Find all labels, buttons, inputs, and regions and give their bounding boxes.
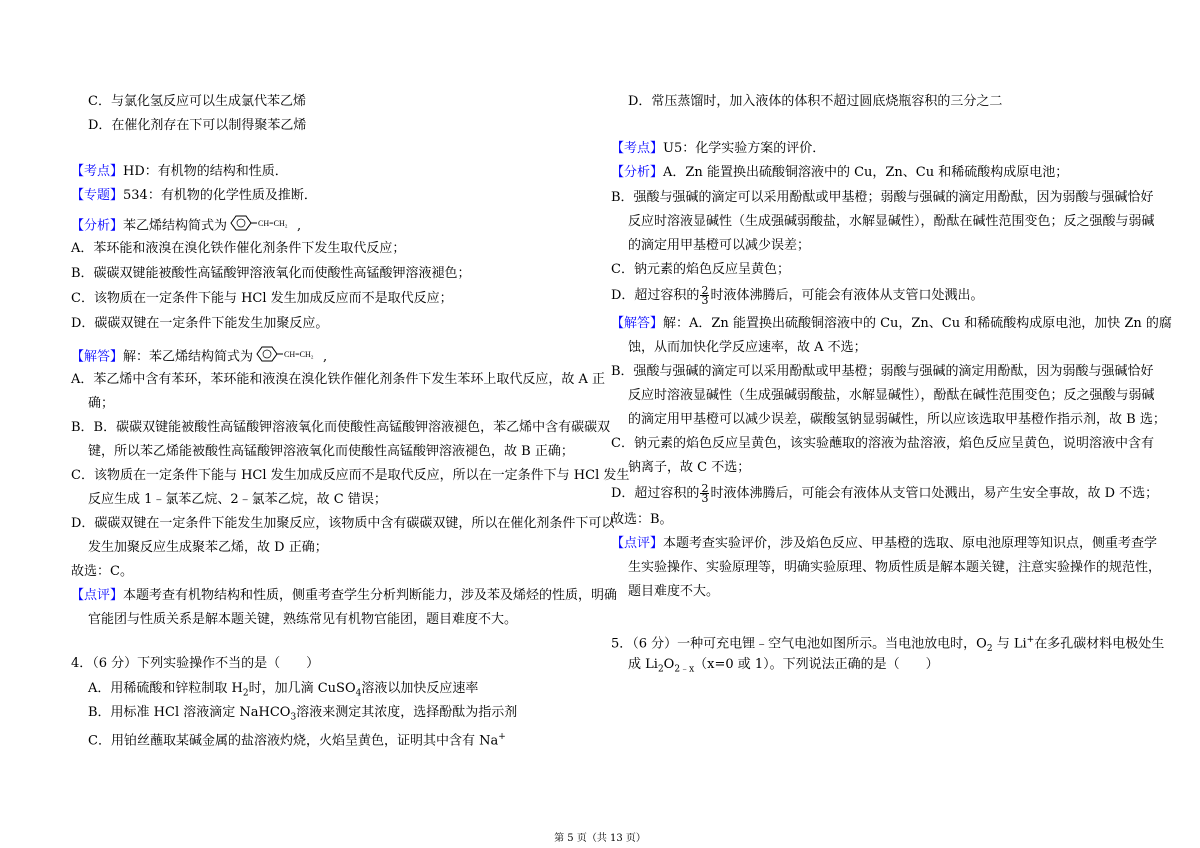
zhuanti-text: 534：有机物的化学性质及推断． [123, 188, 317, 203]
jieda-d-right: D．超过容积的 $\frac{2}{3}$ 时液体沸腾后，可能会有液体从支管口处溅出，易产生安全事故，故 D 不选； [611, 482, 1159, 505]
jieda-text: 解：苯乙烯结构简式为 [123, 349, 254, 365]
fenxi-c: C．该物质在一定条件下能与 HCl 发生加成反应而不是取代反应； [71, 291, 453, 306]
guxuan-right: 故选：B。 [611, 512, 673, 527]
fenxi-c-right: C．钠元素的焰色反应呈黄色； [611, 262, 790, 277]
jieda-a1: A．苯乙烯中含有苯环，苯环能和液溴在溴化铁作催化剂条件下发生苯环上取代反应，故 A 正 [71, 372, 606, 387]
jieda-c2-right: 钠离子，故 C 不选； [628, 460, 751, 475]
jieda-b1-right: B．强酸与强碱的滴定可以采用酚酞或甲基橙；弱酸与强碱的滴定用酚酞，因为弱酸与强碱恰好 [611, 364, 1154, 379]
fraction-two-thirds-2: $\frac{2}{3}$ [701, 482, 709, 505]
jieda: 【解答】解：苯乙烯结构简式为 CH=CH₂ , [71, 344, 327, 370]
q5-stem-1: 5．（6 分）一种可充电锂﹣空气电池如图所示。当电池放电时，$O_2$ 与 Li+在多孔碳材料电极处生 [611, 635, 1165, 654]
styrene-structure [227, 213, 297, 239]
fraction-two-thirds: $\frac{2}{3}$ [701, 284, 709, 307]
fenxi-b3-right: 的滴定用甲基橙可以减少误差； [628, 238, 811, 253]
styrene-formula-label: CH=CH₂ [258, 219, 288, 228]
jieda-c2: 反应生成 1﹣氯苯乙烷、2﹣氯苯乙烷，故 C 错误； [88, 492, 387, 507]
fenxi-a: A．苯环能和液溴在溴化铁作催化剂条件下发生取代反应； [71, 241, 406, 256]
kaodian-tag-right: 【考点】 [611, 141, 664, 156]
jieda-b2: 键，所以苯乙烯能被酸性高锰酸钾溶液氧化而使酸性高锰酸钾溶液褪色，故 B 正确； [88, 444, 574, 459]
jieda-c1: C．该物质在一定条件下能与 HCl 发生加成反应而不是取代反应，所以在一定条件下与 HCl 发生 [71, 468, 630, 483]
page-footer: 第 5 页（共 13 页） [554, 833, 646, 844]
dianping-tag: 【点评】 [71, 588, 124, 603]
styrene-structure-2 [253, 344, 323, 370]
q5-stem-2: 成 $Li_2O_{2﹣x}(x=0$ 或 1）。下列说法正确的是（ ） [628, 657, 939, 675]
fenxi-b1-right: B．强酸与强碱的滴定可以采用酚酞或甲基橙；弱酸与强碱的滴定用酚酞，因为弱酸与强碱恰好 [611, 190, 1154, 205]
dianping-tag-right: 【点评】 [611, 536, 664, 551]
jieda-b1: B．B．碳碳双键能被酸性高锰酸钾溶液氧化而使酸性高锰酸钾溶液褪色，苯乙烯中含有碳碳双 [71, 420, 611, 435]
fenxi-tag: 【分析】 [71, 218, 124, 234]
dianping-right: 【点评】本题考查实验评价，涉及焰色反应、甲基橙的选取、原电池原理等知识点，侧重考查学 [611, 536, 1158, 551]
fenxi: 【分析】苯乙烯结构简式为 CH=CH₂ , [71, 213, 301, 239]
dianping-3-right: 题目难度不大。 [628, 584, 720, 599]
q4-stem: 4．（6 分）下列实验操作不当的是（ ） [71, 656, 320, 671]
styrene-formula-label-2: CH=CH₂ [284, 350, 314, 359]
jieda-tag-right: 【解答】 [611, 316, 664, 331]
dianping-1: 本题考查有机物结构和性质，侧重考查学生分析判断能力，涉及苯及烯烃的性质，明确 [123, 588, 618, 603]
q4-option-a: A．用稀硫酸和锌粒制取 $H_2$时，加几滴 CuSO$_4$溶液以加快反应速率 [88, 681, 479, 699]
fenxi-b2-right: 反应时溶液显碱性（生成强碱弱酸盐，水解显碱性），酚酞在碱性范围变色；反之强酸与弱碱 [628, 214, 1155, 229]
dianping [71, 587, 617, 605]
guxuan-left: 故选：C。 [71, 564, 133, 579]
jieda-a2-right: 蚀，从而加快化学反应速率，故 A 不选； [628, 340, 867, 355]
jieda-tag: 【解答】 [71, 349, 124, 365]
jieda-right: 【解答】解：A．Zn 能置换出硫酸铜溶液中的 Cu，Zn、Cu 和稀硫酸构成原电池，加快 Zn 的腐 [611, 316, 1172, 331]
q3-option-c: C．与氯化氢反应可以生成氯代苯乙烯 [88, 94, 306, 109]
q4-option-c: C．用铂丝蘸取某碱金属的盐溶液灼烧，火焰呈黄色，证明其中含有 Na+ [88, 732, 506, 749]
kaodian [71, 163, 288, 181]
fenxi-right: 【分析】A．Zn 能置换出硫酸铜溶液中的 Cu，Zn、Cu 和稀硫酸构成原电池； [611, 165, 1069, 180]
jieda-d2: 发生加聚反应生成聚苯乙烯，故 D 正确； [88, 540, 328, 555]
dianping-2: 官能团与性质关系是解本题关键，熟练常见有机物官能团，题目难度不大。 [88, 612, 518, 627]
zhuanti-tag: 【专题】 [71, 188, 124, 203]
q4-option-d: D．常压蒸馏时，加入液体的体积不超过圆底烧瓶容积的三分之二 [628, 94, 1003, 109]
jieda-c1-right: C．钠元素的焰色反应呈黄色，该实验蘸取的溶液为盐溶液，焰色反应呈黄色，说明溶液中含有 [611, 436, 1154, 451]
fenxi-text: 苯乙烯结构简式为 [123, 218, 228, 234]
zhuanti [71, 187, 317, 205]
fenxi-tag-right: 【分析】 [611, 165, 664, 180]
fenxi-b: B．碳碳双键能被酸性高锰酸钾溶液氧化而使酸性高锰酸钾溶液褪色； [71, 266, 471, 281]
jieda-d1: D．碳碳双键在一定条件下能发生加聚反应，该物质中含有碳碳双键，所以在催化剂条件下可以 [71, 516, 615, 531]
kaodian-tag: 【考点】 [71, 164, 124, 179]
q3-option-d: D．在催化剂存在下可以制得聚苯乙烯 [88, 118, 307, 133]
fenxi-d: D．碳碳双键在一定条件下能发生加聚反应。 [71, 316, 329, 331]
jieda-a2: 确； [88, 396, 115, 411]
dianping-2-right: 生实验操作、实验原理等，明确实验原理、物质性质是解本题关键，注意实验操作的规范性， [628, 560, 1162, 575]
fenxi-d-right: D．超过容积的 $\frac{2}{3}$ 时液体沸腾后，可能会有液体从支管口处溅出。 [611, 284, 984, 307]
kaodian-right: 【考点】U5：化学实验方案的评价． [611, 141, 826, 156]
kaodian-text: HD：有机物的结构和性质． [123, 164, 288, 179]
jieda-b3-right: 的滴定用甲基橙可以减少误差，碳酸氢钠显弱碱性，所以应该选取甲基橙作指示剂，故 B 选； [628, 412, 1166, 427]
q4-option-b: B．用标准 HCl 溶液滴定 NaHCO$_3$溶液来测定其浓度，选择酚酞为指示剂 [88, 705, 518, 723]
jieda-b2-right: 反应时溶液显碱性（生成强碱弱酸盐，水解显碱性），酚酞在碱性范围变色；反之强酸与弱碱 [628, 388, 1155, 403]
